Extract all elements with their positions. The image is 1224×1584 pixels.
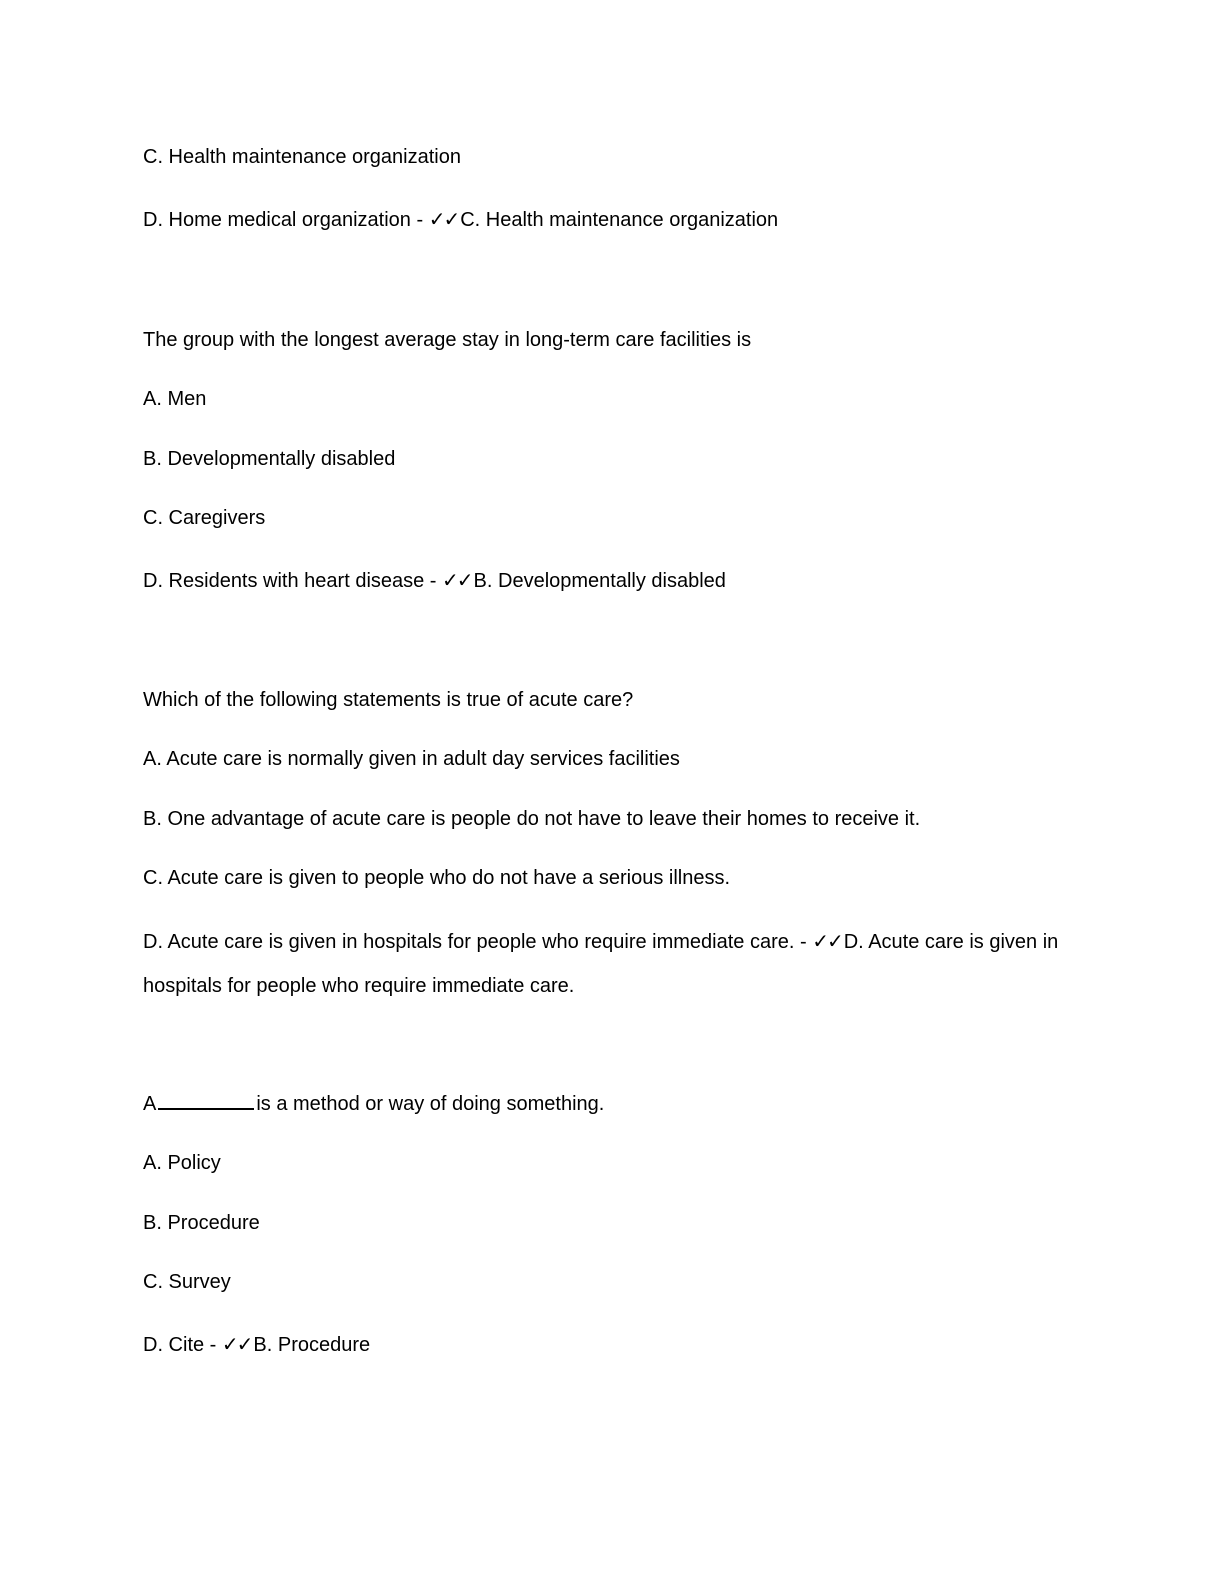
- fill-in-blank: [158, 1090, 254, 1110]
- q3-option-d-answer: D. Cite - ✓✓ B. Procedure: [143, 1332, 371, 1356]
- q3-option-c: C. Survey: [143, 1271, 231, 1293]
- double-check-icon: ✓✓: [442, 568, 472, 592]
- double-check-icon: ✓✓: [221, 1332, 252, 1356]
- q2-option-c: C. Acute care is given to people who do not have a serious illness.: [143, 867, 731, 889]
- q2-option-b: B. One advantage of acute care is people do not have to leave their homes to receive it.: [143, 808, 921, 830]
- answer-text: B. Procedure: [253, 1334, 371, 1356]
- q3-question: A is a method or way of doing something.: [143, 1082, 1083, 1126]
- q0-option-d-answer: D. Home medical organization - ✓✓ C. Health maintenance organization: [143, 207, 779, 231]
- q1-question: The group with the longest average stay in long-term care facilities is: [143, 329, 752, 351]
- q2-option-d-answer: D. Acute care is given in hospitals for people who require immediate care. - ✓✓ D. Acute care is given in hospitals for people who require immediate care.: [143, 929, 1059, 997]
- answer-text: D. Acute care is given in hospitals for people who require immediate care.: [143, 931, 1059, 997]
- q3-option-b: B. Procedure: [143, 1212, 260, 1234]
- answer-text: B. Developmentally disabled: [473, 570, 726, 592]
- q1-option-b: B. Developmentally disabled: [143, 448, 396, 470]
- q3-option-a: A. Policy: [143, 1152, 221, 1174]
- q1-option-a: A. Men: [143, 388, 207, 410]
- q1-option-c: C. Caregivers: [143, 507, 266, 529]
- q1-option-d-answer: D. Residents with heart disease - ✓✓ B. Developmentally disabled: [143, 568, 726, 592]
- q0-option-c: C. Health maintenance organization: [143, 146, 461, 168]
- double-check-icon: ✓✓: [428, 207, 459, 231]
- answer-text: C. Health maintenance organization: [460, 209, 779, 231]
- double-check-icon: ✓✓: [812, 929, 842, 953]
- q2-option-a: A. Acute care is normally given in adult day services facilities: [143, 748, 680, 770]
- q2-question: Which of the following statements is true of acute care?: [143, 689, 634, 711]
